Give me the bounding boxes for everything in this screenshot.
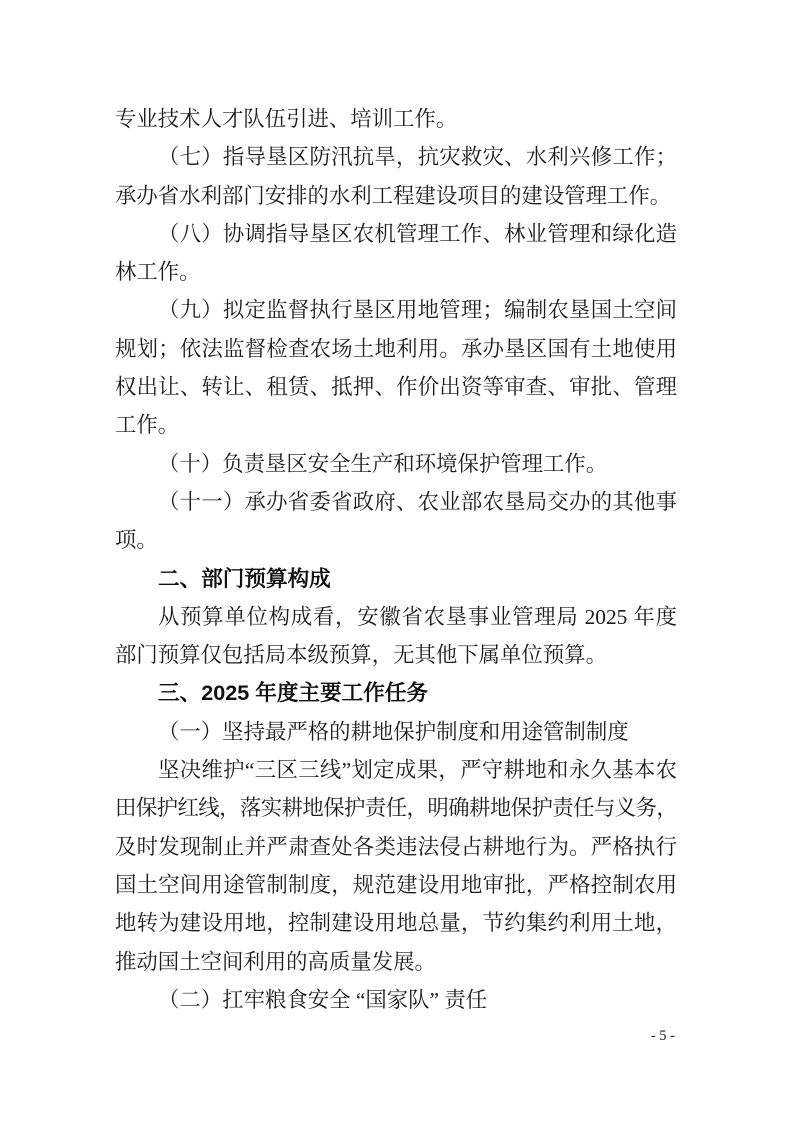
document-text-block bbox=[115, 100, 677, 1019]
page-number: - 5 - bbox=[650, 1028, 675, 1044]
text-line: 部门预算仅包括局本级预算，无其他下属单位预算。 bbox=[115, 643, 607, 668]
subsection-heading: （一）坚持最严格的耕地保护制度和用途管制制度 bbox=[158, 719, 629, 744]
text-line: 从预算单位构成看，安徽省农垦事业管理局 2025 年度 bbox=[158, 604, 677, 629]
text-line: 林工作。 bbox=[115, 260, 201, 285]
text-line: （九）拟定监督执行垦区用地管理；编制农垦国土空间 bbox=[158, 298, 677, 323]
text-line: 及时发现制止并严肃查处各类违法侵占耕地行为。严格执行 bbox=[115, 834, 677, 859]
text-line: 规划；依法监督检查农场土地利用。承办垦区国有土地使用 bbox=[115, 336, 677, 361]
section-heading: 二、部门预算构成 bbox=[158, 565, 331, 591]
text-line: 承办省水利部门安排的水利工程建设项目的建设管理工作。 bbox=[115, 183, 672, 208]
section-heading: 三、2025 年度主要工作任务 bbox=[158, 680, 428, 706]
text-line: 坚决维护“三区三线”划定成果，严守耕地和永久基本农 bbox=[158, 758, 677, 783]
text-line: 项。 bbox=[115, 528, 158, 553]
text-line: 国土空间用途管制制度，规范建设用地审批，严格控制农用 bbox=[115, 872, 677, 897]
text-line: （十一）承办省委省政府、农业部农垦局交办的其他事 bbox=[158, 489, 677, 514]
text-line: 推动国土空间利用的高质量发展。 bbox=[115, 949, 436, 974]
text-line: 工作。 bbox=[115, 413, 180, 438]
subsection-heading: （二）扛牢粮食安全 “国家队” 责任 bbox=[158, 987, 488, 1012]
text-line: 田保护红线，落实耕地保护责任，明确耕地保护责任与义务， bbox=[115, 796, 677, 821]
text-line: （八）协调指导垦区农机管理工作、林业管理和绿化造 bbox=[158, 221, 677, 246]
text-line: 地转为建设用地，控制建设用地总量，节约集约利用土地， bbox=[115, 911, 677, 936]
text-line: 权出让、转让、租赁、抵押、作价出资等审查、审批、管理 bbox=[115, 375, 677, 400]
text-line: 专业技术人才队伍引进、培训工作。 bbox=[115, 107, 458, 131]
text-line: （十）负责垦区安全生产和环境保护管理工作。 bbox=[158, 451, 608, 476]
text-line: （七）指导垦区防汛抗旱，抗灾救灾、水利兴修工作； bbox=[158, 145, 677, 170]
